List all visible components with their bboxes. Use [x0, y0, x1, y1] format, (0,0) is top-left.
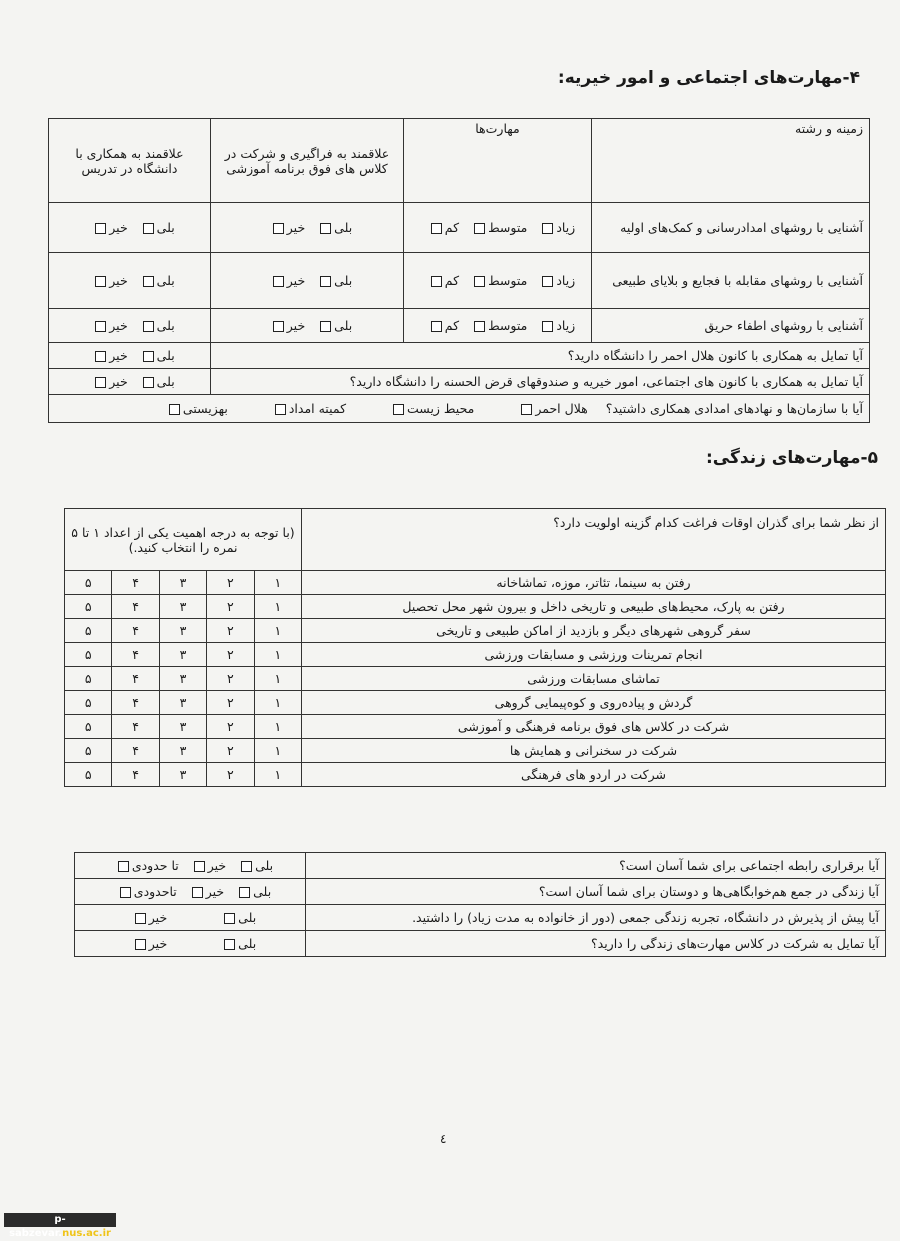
rating-5[interactable]: ۵ [65, 571, 112, 595]
row-topic: آشنایی با روشهای امدادرسانی و کمک‌های اولیه [592, 203, 870, 253]
rating-2[interactable]: ۲ [207, 763, 254, 787]
table-row [75, 853, 886, 879]
high-checkbox[interactable] [542, 321, 553, 332]
somewhat-checkbox[interactable] [118, 861, 129, 872]
no-checkbox[interactable] [273, 276, 284, 287]
site-watermark[interactable] [4, 1213, 116, 1239]
question-charity: آیا تمایل به همکاری با کانون های اجتماعی، امور خیریه و صندوقهای قرض الحسنه را دانشگاه دارید؟ [211, 369, 870, 395]
header-skills: مهارت‌ها [404, 119, 592, 203]
no-label: خیر [286, 220, 306, 235]
option-medium-label: متوسط [488, 318, 528, 333]
no-checkbox[interactable] [273, 223, 284, 234]
rating-3[interactable]: ۳ [159, 715, 206, 739]
yes-checkbox[interactable] [224, 939, 235, 950]
yes-checkbox[interactable] [143, 351, 154, 362]
rating-3[interactable]: ۳ [159, 667, 206, 691]
table-row [65, 715, 886, 739]
activity-label: رفتن به سینما، تئاتر، موزه، تماشاخانه [302, 571, 886, 595]
no-checkbox[interactable] [95, 377, 106, 388]
rating-1[interactable]: ۱ [254, 571, 301, 595]
option-low-label: کم [444, 273, 460, 288]
question-options [75, 853, 306, 879]
rating-2[interactable]: ۲ [207, 619, 254, 643]
option-high-label: زیاد [556, 220, 576, 235]
org-welfare-checkbox[interactable] [169, 404, 180, 415]
rating-5[interactable]: ۵ [65, 667, 112, 691]
org-welfare-label: بهزیستی [182, 401, 228, 416]
header-interest-teaching: علاقمند به همکاری با دانشگاه در تدریس [49, 119, 211, 203]
rating-5[interactable]: ۵ [65, 739, 112, 763]
rating-2[interactable]: ۲ [207, 571, 254, 595]
skill-options [404, 309, 592, 343]
social-skills-table [48, 118, 870, 423]
yes-checkbox[interactable] [320, 321, 331, 332]
activity-label: تماشای مسابقات ورزشی [302, 667, 886, 691]
option-low-label: کم [444, 220, 460, 235]
rating-1[interactable]: ۱ [254, 619, 301, 643]
yes-no-classes [211, 309, 404, 343]
low-checkbox[interactable] [431, 223, 442, 234]
yes-label: بلی [156, 318, 175, 333]
activity-label: رفتن به پارک، محیط‌های طبیعی و تاریخی داخل و بیرون شهر محل تحصیل [302, 595, 886, 619]
rating-3[interactable]: ۳ [159, 739, 206, 763]
no-label: خیر [109, 273, 128, 288]
yes-label: بلی [156, 348, 175, 363]
no-checkbox[interactable] [95, 321, 106, 332]
yes-label: بلی [334, 318, 353, 333]
question-text: آیا تمایل به شرکت در کلاس مهارت‌های زندگی را دارید؟ [306, 931, 886, 957]
rating-1[interactable]: ۱ [254, 739, 301, 763]
table-row [65, 643, 886, 667]
no-checkbox[interactable] [95, 351, 106, 362]
rating-3[interactable]: ۳ [159, 643, 206, 667]
table-row [65, 739, 886, 763]
rating-4[interactable]: ۴ [112, 571, 159, 595]
rating-5[interactable]: ۵ [65, 691, 112, 715]
life-skills-questions-table [74, 852, 886, 957]
option-high-label: زیاد [556, 318, 576, 333]
rating-5[interactable]: ۵ [65, 715, 112, 739]
no-checkbox[interactable] [194, 861, 205, 872]
organizations-row [49, 395, 870, 423]
option-high-label: زیاد [556, 273, 576, 288]
somewhat-checkbox[interactable] [120, 887, 131, 898]
no-label: خیر [148, 910, 168, 925]
question-text: آیا پیش از پذیرش در دانشگاه، تجربه زندگی جمعی (دور از خانواده به مدت زیاد) را داشتید. [306, 905, 886, 931]
question-text: آیا برقراری رابطه اجتماعی برای شما آسان است؟ [306, 853, 886, 879]
yes-checkbox[interactable] [143, 377, 154, 388]
org-red-crescent-label: هلال احمر [535, 401, 588, 416]
table-row [75, 905, 886, 931]
yes-no-charity [49, 369, 211, 395]
table-row [49, 309, 870, 343]
yes-checkbox[interactable] [143, 223, 154, 234]
yes-label: بلی [334, 273, 353, 288]
yes-checkbox[interactable] [143, 321, 154, 332]
rating-2[interactable]: ۲ [207, 595, 254, 619]
rating-1[interactable]: ۱ [254, 667, 301, 691]
yes-no-red-crescent [49, 343, 211, 369]
rating-4[interactable]: ۴ [112, 643, 159, 667]
activity-label: شرکت در سخنرانی و همایش ها [302, 739, 886, 763]
high-checkbox[interactable] [542, 223, 553, 234]
rating-4[interactable]: ۴ [112, 595, 159, 619]
yes-checkbox[interactable] [320, 223, 331, 234]
table-row [75, 879, 886, 905]
yes-checkbox[interactable] [143, 276, 154, 287]
question-red-crescent: آیا تمایل به همکاری با کانون هلال احمر را دانشگاه دارید؟ [211, 343, 870, 369]
rating-4[interactable]: ۴ [112, 691, 159, 715]
rating-2[interactable]: ۲ [207, 715, 254, 739]
section5-title: ۵-مهارت‌های زندگی: [706, 448, 878, 468]
activity-label: انجام تمرینات ورزشی و مسابقات ورزشی [302, 643, 886, 667]
table-row [65, 691, 886, 715]
medium-checkbox[interactable] [474, 223, 485, 234]
rating-4[interactable]: ۴ [112, 763, 159, 787]
no-label: خیر [286, 318, 306, 333]
rating-3[interactable]: ۳ [159, 763, 206, 787]
high-checkbox[interactable] [542, 276, 553, 287]
table-row [65, 595, 886, 619]
rating-5[interactable]: ۵ [65, 763, 112, 787]
activity-label: شرکت در اردو های فرهنگی [302, 763, 886, 787]
rating-3[interactable]: ۳ [159, 571, 206, 595]
row-topic: آشنایی با روشهای مقابله با فجایع و بلایای طبیعی [592, 253, 870, 309]
site-watermark-domain: nus.ac.ir [62, 1228, 111, 1239]
yes-no-teaching [49, 203, 211, 253]
table-header-row [49, 119, 870, 203]
activity-label: سفر گروهی شهرهای دیگر و بازدید از اماکن طبیعی و تاریخی [302, 619, 886, 643]
skill-options [404, 203, 592, 253]
rating-2[interactable]: ۲ [207, 643, 254, 667]
yes-no-teaching [49, 309, 211, 343]
table-row [65, 763, 886, 787]
rating-1[interactable]: ۱ [254, 691, 301, 715]
yes-label: بلی [238, 936, 257, 951]
table-header-row [65, 509, 886, 571]
yes-label: بلی [238, 910, 257, 925]
rating-4[interactable]: ۴ [112, 739, 159, 763]
medium-checkbox[interactable] [474, 321, 485, 332]
rating-5[interactable]: ۵ [65, 595, 112, 619]
skill-options [404, 253, 592, 309]
no-label: خیر [109, 348, 128, 363]
rating-2[interactable]: ۲ [207, 667, 254, 691]
no-label: خیر [109, 220, 128, 235]
option-medium-label: متوسط [488, 220, 528, 235]
question-options [75, 931, 306, 957]
yes-label: بلی [156, 273, 175, 288]
rating-1[interactable]: ۱ [254, 763, 301, 787]
no-label: خیر [286, 273, 306, 288]
rating-2[interactable]: ۲ [207, 691, 254, 715]
medium-checkbox[interactable] [474, 276, 485, 287]
no-checkbox[interactable] [192, 887, 203, 898]
yes-label: بلی [156, 374, 175, 389]
table-row [75, 931, 886, 957]
rating-2[interactable]: ۲ [207, 739, 254, 763]
question-options [75, 879, 306, 905]
section4-title: ۴-مهارت‌های اجتماعی و امور خیریه: [557, 68, 860, 88]
table-row [65, 571, 886, 595]
yes-no-classes [211, 203, 404, 253]
rating-3[interactable]: ۳ [159, 595, 206, 619]
yes-checkbox[interactable] [224, 913, 235, 924]
header-interest-classes: علاقمند به فراگیری و شرکت در کلاس های فوق برنامه آموزشی [211, 119, 404, 203]
low-checkbox[interactable] [431, 321, 442, 332]
yes-checkbox[interactable] [239, 887, 250, 898]
question-options [75, 905, 306, 931]
org-relief-committee-label: کمیته امداد [288, 401, 347, 416]
table-row [49, 343, 870, 369]
site-watermark-prefix: p-sabzevar. [9, 1214, 66, 1239]
rating-4[interactable]: ۴ [112, 667, 159, 691]
yes-checkbox[interactable] [241, 861, 252, 872]
rating-3[interactable]: ۳ [159, 691, 206, 715]
yes-no-classes [211, 253, 404, 309]
rating-4[interactable]: ۴ [112, 715, 159, 739]
org-relief-committee-checkbox[interactable] [275, 404, 286, 415]
table-row [65, 667, 886, 691]
row-topic: آشنایی با روشهای اطفاء حریق [592, 309, 870, 343]
org-environment-checkbox[interactable] [393, 404, 404, 415]
no-checkbox[interactable] [135, 913, 146, 924]
page-number: ٤ [440, 1132, 447, 1146]
org-red-crescent-checkbox[interactable] [521, 404, 532, 415]
rating-5[interactable]: ۵ [65, 643, 112, 667]
leisure-question: از نظر شما برای گذران اوقات فراغت کدام گزینه اولویت دارد؟ [302, 509, 886, 571]
no-label: خیر [109, 318, 128, 333]
yes-label: بلی [156, 220, 175, 235]
option-low-label: کم [444, 318, 460, 333]
no-checkbox[interactable] [95, 276, 106, 287]
table-row [49, 253, 870, 309]
table-row [49, 395, 870, 423]
rating-1[interactable]: ۱ [254, 595, 301, 619]
option-medium-label: متوسط [488, 273, 528, 288]
rating-1[interactable]: ۱ [254, 643, 301, 667]
header-field: زمینه و رشته [592, 119, 870, 203]
activity-label: شرکت در کلاس های فوق برنامه فرهنگی و آموزشی [302, 715, 886, 739]
no-label: خیر [109, 374, 128, 389]
yes-label: بلی [255, 858, 274, 873]
no-checkbox[interactable] [273, 321, 284, 332]
leisure-priority-table [64, 508, 886, 787]
yes-checkbox[interactable] [320, 276, 331, 287]
yes-no-teaching [49, 253, 211, 309]
no-label: خیر [205, 884, 225, 899]
no-label: خیر [207, 858, 227, 873]
org-environment-label: محیط زیست [407, 401, 475, 416]
activity-label: گردش و پیاده‌روی و کوه‌پیمایی گروهی [302, 691, 886, 715]
no-label: خیر [148, 936, 168, 951]
table-row [65, 619, 886, 643]
rating-3[interactable]: ۳ [159, 619, 206, 643]
somewhat-label: تا حدودی [131, 858, 179, 873]
rating-4[interactable]: ۴ [112, 619, 159, 643]
somewhat-label: تاحدودی [133, 884, 177, 899]
no-checkbox[interactable] [95, 223, 106, 234]
question-text: آیا زندگی در جمع هم‌خوابگاهی‌ها و دوستان برای شما آسان است؟ [306, 879, 886, 905]
yes-label: بلی [253, 884, 272, 899]
rating-1[interactable]: ۱ [254, 715, 301, 739]
question-organizations: آیا با سازمان‌ها و نهادهای امدادی همکاری داشتید؟ [605, 401, 863, 416]
no-checkbox[interactable] [135, 939, 146, 950]
table-row [49, 203, 870, 253]
yes-label: بلی [334, 220, 353, 235]
rating-note: (با توجه به درجه اهمیت یکی از اعداد ۱ تا ۵ نمره را انتخاب کنید.) [65, 509, 302, 571]
table-row [49, 369, 870, 395]
low-checkbox[interactable] [431, 276, 442, 287]
rating-5[interactable]: ۵ [65, 619, 112, 643]
